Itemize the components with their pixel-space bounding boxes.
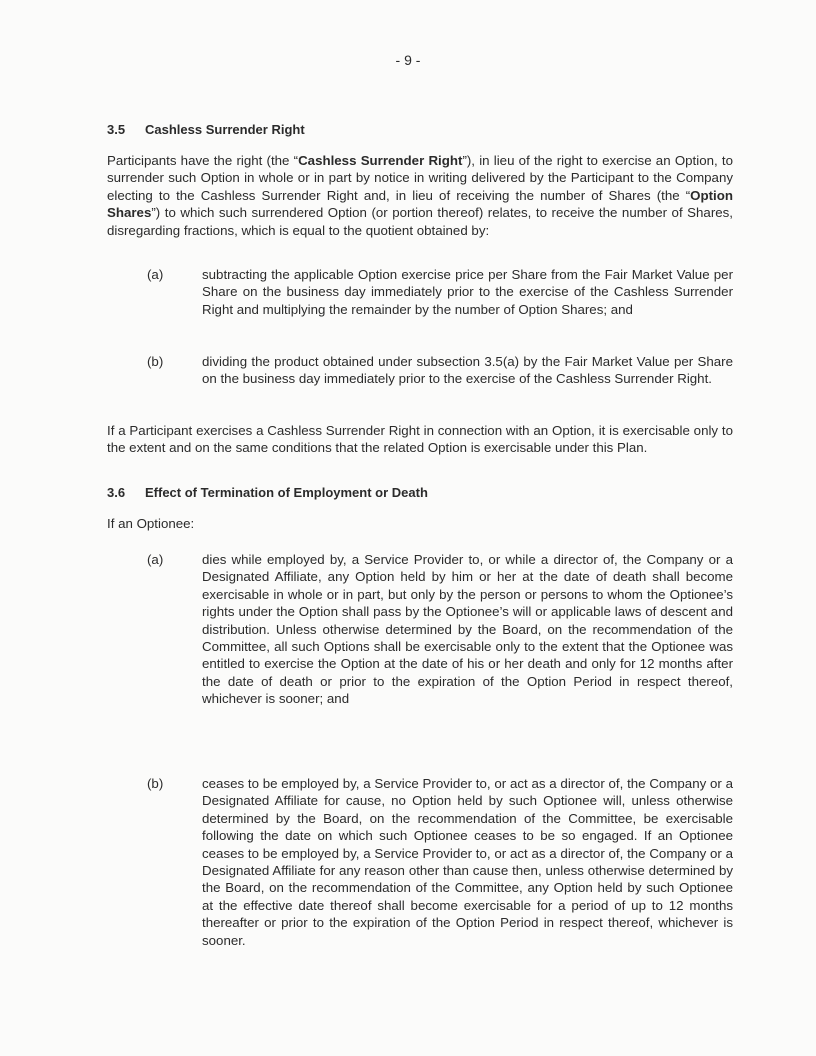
list-item <box>147 775 733 949</box>
section-3-5-intro <box>107 152 733 239</box>
item-label: (b) <box>147 354 164 369</box>
section-number: 3.5 <box>107 122 126 137</box>
item-text: ceases to be employed by, a Service Provider to, or act as a director of, the Company or a Designated Affiliate for cause, no Option held by such Optionee will, unless otherwise determined by the Board, on the recommendation of the Committee, be exercisable following the date on which such Optionee ceases to be so engaged. If an Optionee ceases to be employed by, a Service Provider to, or act as a director of, the Company or a Designated Affiliate for any reason other than cause then, unless otherwise determined by the Board, on the recommendation of the Committee, any Option held by such Optionee at the effective date thereof shall become exercisable for a period of up to 12 months thereafter or prior to the expiration of the Option Period in respect thereof, whichever is sooner. <box>202 776 733 948</box>
item-label: (b) <box>147 776 164 791</box>
section-title: Effect of Termination of Employment or Death <box>145 485 428 500</box>
list-item <box>147 353 733 388</box>
section-3-5-heading <box>107 122 305 137</box>
defined-term: Option Shares <box>107 187 733 221</box>
section-3-6-heading <box>107 485 428 500</box>
item-text: dies while employed by, a Service Provider to, or while a director of, the Company or a Designated Affiliate, any Option held by him or her at the date of death shall become exercisable in whole or in part, but only by the person or persons to whom the Optionee’s rights under the Option shall pass by the Optionee’s will or applicable laws of descent and distribution. Unless otherwise determined by the Board, on the recommendation of the Committee, all such Options shall be exercisable only to the extent that the Optionee was entitled to exercise the Option at the date of his or her death and only for 12 months after the date of death or prior to the expiration of the Option Period in respect thereof, whichever is sooner; and <box>202 552 733 707</box>
item-text: subtracting the applicable Option exercise price per Share from the Fair Market Value per Share on the business day immediately prior to the exercise of the Cashless Surrender Right and multiplying the remainder by the number of Option Shares; and <box>202 267 733 317</box>
list-item <box>147 266 733 318</box>
item-text: dividing the product obtained under subsection 3.5(a) by the Fair Market Value per Share on the business day immediately prior to the exercise of the Cashless Surrender Right. <box>202 354 733 387</box>
section-number: 3.6 <box>107 485 126 500</box>
defined-term: Cashless Surrender Right <box>298 153 463 168</box>
page-number: - 9 - <box>395 52 421 68</box>
item-label: (a) <box>147 552 164 567</box>
section-title: Cashless Surrender Right <box>145 122 305 137</box>
intro-text: ”) to which such surrendered Option (or portion thereof) relates, to receive the number of Shares, disregarding fractions, which is equal to the quotient obtained by: <box>107 205 733 238</box>
intro-text: Participants have the right (the “ <box>107 153 299 168</box>
section-3-6-intro: If an Optionee: <box>107 516 195 531</box>
item-label: (a) <box>147 267 164 282</box>
list-item <box>147 551 733 708</box>
section-3-5-closing: If a Participant exercises a Cashless Surrender Right in connection with an Option, it is exercisable only to the extent and on the same conditions that the related Option is exercisable under this Plan. <box>107 423 733 456</box>
intro-text: ”), in lieu of the right to exercise an Option, to surrender such Option in whole or in part by notice in writing delivered by the Participant to the Company electing to the Cashless Surrender Right and, in lieu of receiving the number of Shares (the “ <box>107 153 733 203</box>
